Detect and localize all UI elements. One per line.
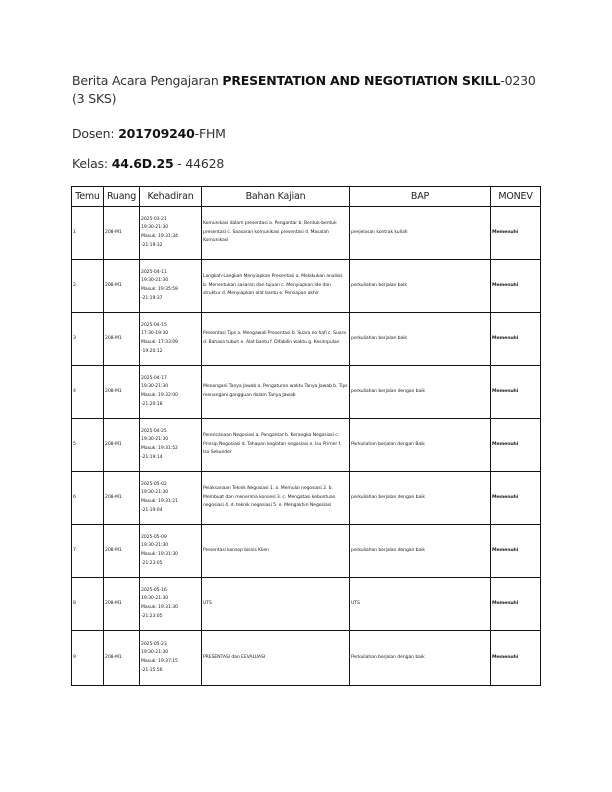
topic-cell: Langkah-Langkah Menyiapkan Presentasi a. Melakukan analisis b. Menentukan sasaran dan tujuan c. Menyiapkan ide dan struktur d. Menyiapkan alat bantu e. Persiapan akhir bbox=[202, 260, 350, 313]
table-row bbox=[72, 472, 541, 525]
session-time: 17:30-19:30 bbox=[141, 331, 169, 337]
check-in-time: Masuk: 19:31:34 bbox=[141, 234, 178, 239]
bap-cell: Perkuliahan berjalan dengan Baik bbox=[350, 419, 491, 472]
bap-cell: perkuliahan berjalan dengan baik bbox=[350, 472, 491, 525]
row-number: 7 bbox=[72, 525, 104, 578]
table-row bbox=[72, 419, 541, 472]
monev-cell: Memenuhi bbox=[491, 207, 541, 260]
col-header-kehadiran: Kehadiran bbox=[140, 187, 202, 207]
row-number: 6 bbox=[72, 472, 104, 525]
topic-cell: Perencanaan Negosiasi a. Pengantar b. Kerangka Negosiasi c. Prinsip Negosiasi d. Tahapan kegiatan negosiasi e. Isu Primer f. Isu Sekunder bbox=[202, 419, 350, 472]
bap-cell: perkuliahan berjalan baik bbox=[350, 313, 491, 366]
session-date: 2025-04-15 bbox=[141, 322, 167, 328]
attendance-cell bbox=[140, 525, 202, 578]
table-row bbox=[72, 578, 541, 631]
session-date: 2025-04-17 bbox=[141, 375, 167, 381]
check-out-time: -21:19:04 bbox=[141, 507, 163, 513]
session-date: 2025-05-23 bbox=[141, 641, 167, 647]
col-header-bahan-kajian: Bahan Kajian bbox=[202, 187, 350, 207]
check-in-time: Masuk: 19:31:21 bbox=[141, 499, 178, 504]
topic-cell: Presentasi Tips a. Mengawali Presentasi b. Suara no hafi c. Suara d. Bahasa tubuh e. Alat bantu f. Difabilin waktu g. Kesimpulan bbox=[202, 313, 350, 366]
row-number: 8 bbox=[72, 578, 104, 631]
monev-cell: Memenuhi bbox=[491, 472, 541, 525]
table-header-row bbox=[72, 187, 541, 207]
check-in-time: Masuk: 19:32:00 bbox=[141, 393, 178, 398]
attendance-cell bbox=[140, 578, 202, 631]
attendance-cell bbox=[140, 366, 202, 419]
bap-cell: perkuliahan berjalan dengan baik bbox=[350, 366, 491, 419]
row-number: 1 bbox=[72, 207, 104, 260]
session-time: 19:30-21:30 bbox=[141, 437, 169, 443]
session-time: 19:30-21:30 bbox=[141, 650, 169, 656]
monev-cell: Memenuhi bbox=[491, 578, 541, 631]
room-cell: 208-M1 bbox=[104, 313, 140, 366]
table-row bbox=[72, 631, 541, 686]
session-date: 2025-05-09 bbox=[141, 534, 167, 540]
session-date: 2025-04-25 bbox=[141, 428, 167, 434]
room-cell: 208-M1 bbox=[104, 260, 140, 313]
check-out-time: -21:15:56 bbox=[141, 667, 163, 673]
col-header-ruang: Ruang bbox=[104, 187, 140, 207]
lecturer-label: Dosen: bbox=[72, 126, 119, 141]
room-cell: 208-M1 bbox=[104, 472, 140, 525]
session-time: 19:30-21:30 bbox=[141, 543, 169, 549]
row-number: 3 bbox=[72, 313, 104, 366]
attendance-cell bbox=[140, 313, 202, 366]
room-cell: 208-M1 bbox=[104, 578, 140, 631]
session-date: 2025-04-11 bbox=[141, 269, 167, 275]
lecturer-suffix: -FHM bbox=[194, 126, 226, 141]
table-row bbox=[72, 313, 541, 366]
session-date: 2025-05-02 bbox=[141, 481, 167, 487]
bap-cell: perkuliahan berjalan baik bbox=[350, 260, 491, 313]
check-out-time: -21:19:14 bbox=[141, 454, 163, 460]
topic-cell: Menangani Tanya Jawab a. Pengaturan waktu Tanya Jawab b. Tips menangani gangguan dalam Tanya Jawab bbox=[202, 366, 350, 419]
bap-cell: perkuliahan berjalan dengan baik bbox=[350, 525, 491, 578]
session-time: 19:30-21:30 bbox=[141, 225, 169, 231]
check-in-time: Masuk: 19:31:30 bbox=[141, 605, 178, 610]
class-id: - 44628 bbox=[173, 156, 225, 171]
monev-cell: Memenuhi bbox=[491, 525, 541, 578]
session-date: 2025-05-16 bbox=[141, 587, 167, 593]
attendance-cell bbox=[140, 419, 202, 472]
monev-cell: Memenuhi bbox=[491, 366, 541, 419]
table-row bbox=[72, 525, 541, 578]
monev-cell: Memenuhi bbox=[491, 631, 541, 686]
check-in-time: Masuk: 19:35:59 bbox=[141, 287, 178, 292]
check-in-time: Masuk: 19:37:15 bbox=[141, 659, 178, 664]
lecturer-line bbox=[72, 125, 542, 143]
table-row bbox=[72, 207, 541, 260]
check-out-time: -21:23:05 bbox=[141, 613, 163, 619]
monev-cell: Memenuhi bbox=[491, 313, 541, 366]
bap-cell: Perkuliahan berjalan dengan baik bbox=[350, 631, 491, 686]
course-code: -0230 (3 SKS) bbox=[72, 73, 536, 106]
attendance-cell bbox=[140, 631, 202, 686]
row-number: 9 bbox=[72, 631, 104, 686]
bap-cell: UTS bbox=[350, 578, 491, 631]
check-out-time: -19:20:12 bbox=[141, 348, 163, 354]
row-number: 2 bbox=[72, 260, 104, 313]
document-header bbox=[72, 72, 542, 173]
session-time: 19:30-21:30 bbox=[141, 278, 169, 284]
session-time: 19:30-21:30 bbox=[141, 384, 169, 390]
topic-cell: Presentasi konsep bisnis Klien bbox=[202, 525, 350, 578]
attendance-cell bbox=[140, 260, 202, 313]
topic-cell: Komunikasi dalam presentasi a. Pengantar b. Bentuk-bentuk presentasi c. Saasaran komunikasi presentasi d. Masalah Komunikasi bbox=[202, 207, 350, 260]
monev-cell: Memenuhi bbox=[491, 260, 541, 313]
col-header-temu: Temu bbox=[72, 187, 104, 207]
check-out-time: -21:20:18 bbox=[141, 401, 163, 407]
room-cell: 208-M1 bbox=[104, 631, 140, 686]
course-name: PRESENTATION AND NEGOTIATION SKILL bbox=[222, 73, 501, 88]
lecturer-id: 201709240 bbox=[118, 126, 195, 141]
room-cell: 208-M1 bbox=[104, 525, 140, 578]
topic-cell: UTS bbox=[202, 578, 350, 631]
check-in-time: Masuk: 17:33:09 bbox=[141, 340, 178, 345]
attendance-cell bbox=[140, 207, 202, 260]
check-in-time: Masuk: 19:31:30 bbox=[141, 552, 178, 557]
room-cell: 208-M1 bbox=[104, 366, 140, 419]
room-cell: 208-M1 bbox=[104, 419, 140, 472]
check-out-time: -21:23:05 bbox=[141, 560, 163, 566]
check-out-time: -21:19:37 bbox=[141, 295, 163, 301]
col-header-bap: BAP bbox=[350, 187, 491, 207]
col-header-monev: MONEV bbox=[491, 187, 541, 207]
table-row bbox=[72, 260, 541, 313]
teaching-record-table bbox=[71, 186, 541, 686]
session-time: 19:30-21:30 bbox=[141, 490, 169, 496]
table-row bbox=[72, 366, 541, 419]
title-prefix: Berita Acara Pengajaran bbox=[72, 73, 223, 88]
session-time: 19:30-21:30 bbox=[141, 596, 169, 602]
class-line bbox=[72, 155, 542, 173]
check-in-time: Masuk: 19:31:52 bbox=[141, 446, 178, 451]
topic-cell: Pelaksanaan Teknik Negosiasi 1. a. Memulai negosiasi 2. b. Membuat dan menerima konsesi 3. c. Mengatasi kebuntuan negosiasi 4. d. teknik negosiasi 5. e. Mengakhiri Negosiasi bbox=[202, 472, 350, 525]
bap-cell: penjelasan kontrak kuliah bbox=[350, 207, 491, 260]
class-label: Kelas: bbox=[72, 156, 112, 171]
room-cell: 208-M1 bbox=[104, 207, 140, 260]
topic-cell: PRESENTASI dan EEVALUASI bbox=[202, 631, 350, 686]
monev-cell: Memenuhi bbox=[491, 419, 541, 472]
row-number: 5 bbox=[72, 419, 104, 472]
row-number: 4 bbox=[72, 366, 104, 419]
attendance-cell bbox=[140, 472, 202, 525]
class-code: 44.6D.25 bbox=[111, 156, 174, 171]
check-out-time: -21:19:32 bbox=[141, 242, 163, 248]
session-date: 2025-03-21 bbox=[141, 216, 167, 222]
course-title bbox=[72, 72, 542, 108]
